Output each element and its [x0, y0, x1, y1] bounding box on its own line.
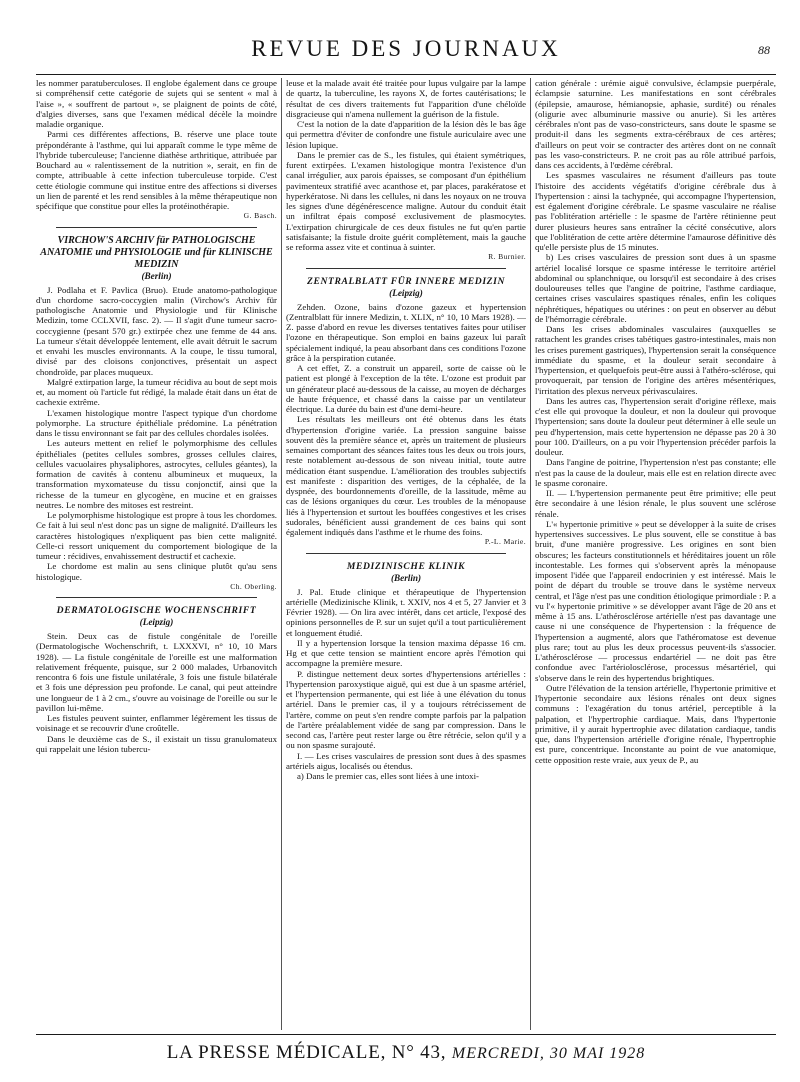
paragraph: les nommer paratuberculoses. Il englobe également dans ce groupe si compréhensif cette catégorie de sujets qui se sentent « mal à l'aise », « souffrent de partout », se plaignent de points de côté, d'algies diverses, sans que l'examen médical décèle la moindre maladie organique. [36, 78, 277, 129]
column-left [36, 78, 277, 1030]
paragraph: Les fistules peuvent suinter, enflammer légèrement les tissus de voisinage et se recouvrir d'une croûtelle. [36, 713, 277, 734]
journal-place: (Berlin) [141, 270, 172, 281]
column-middle [286, 78, 526, 1030]
journal-place: (Berlin) [390, 572, 422, 583]
page-footer [36, 1034, 776, 1064]
article-abstract: Stein. Deux cas de fistule congénitale de l'oreille (Dermatologische Wochenschrift, t. LXXXVI, n° 10, 10 Mars 1928). — La fistule congénitale de l'oreille est une malformation relativement fréquente, puisque, sur 2 000 malades, Urbanovitch rencontra 6 fois une fistule unilatérale, 3 fois une fistule bilatérale et 3 fois une dépression peu profonde. Le canal, qui peut atteindre une longueur de 1 à 2 cm., s'ouvre au voisinage de l'oreille ou sur le pavillon lui-même. [36, 631, 277, 713]
column-divider [281, 78, 282, 1030]
paragraph: Le polymorphisme histologique est propre à tous les chordomes. Ce fait à lui seul n'est donc pas un signe de malignité. D'ailleurs les caractères histologiques n'expliquent pas bien cette malignité. Celle-ci ressort uniquement du comportement biologique de la tumeur : récidives, envahissement destructif et cachexie. [36, 510, 277, 561]
author-signature: P.-L. Marie. [484, 537, 526, 547]
paragraph: Dans le deuxième cas de S., il existait un tissu granulomateux qui rappelait une lésion tubercu- [36, 733, 277, 754]
section-divider [306, 553, 506, 554]
section-divider [56, 597, 257, 598]
section-divider [306, 268, 506, 269]
text-columns [36, 78, 776, 1034]
paragraph: A cet effet, Z. a construit un appareil, sorte de caisse où le patient est plongé à l'exception de la tête. L'ozone est produit par un générateur placé au-dessous de la caisse, au moyen de décharges de haute fréquence, et chassé dans la caisse par un ventilateur électrique. La durée du bain est d'une demi-heure. [286, 363, 526, 414]
article-abstract: Zehden. Ozone, bains d'ozone gazeux et hypertension (Zentralblatt für innere Medizin, t. XLIX, n° 10, 10 Mars 1928). — Z. passe d'abord en revue les diverses tentatives faites pour utiliser l'ozone en thérapeutique. Son emploi en bains gazeux lui paraît spécialement indiqué, la peau absorbant dans ces conditions l'ozone grâce à la perspiration cutanée. [286, 301, 526, 363]
journal-place: (Leipzig) [389, 287, 423, 298]
paragraph: Les spasmes vasculaires ne résument d'ailleurs pas toute l'histoire des accidents végétatifs d'origine cérébrale dus à l'hypertension : ainsi la tachypnée, qui accompagne l'hypertension, est également d'origine cérébrale. Le spasme vasculaire ne réalise pas l'oblitération artérielle : le spasme de l'artère rétinienne peut durer plusieurs heures sans entraîner la cécité consécutive, alors que l'oblitération de cette artère détermine l'amaurose définitive dès qu'elle persiste plus de 15 minutes. [535, 170, 776, 252]
paragraph: C'est la notion de la date d'apparition de la lésion dès le bas âge qui permettra d'éviter de confondre une fistule auriculaire avec une lésion lupique. [286, 119, 526, 150]
paragraph: Le chordome est malin au sens clinique plutôt qu'au sens histologique. [36, 561, 277, 582]
paragraph: Outre l'élévation de la tension artérielle, l'hypertonie primitive et l'hypertonie secondaire aux lésions rénales ont deux signes communs : l'exagération du tonus artériel, perceptible à la palpation, et l'hypertrophie cardiaque. Mais, dans l'hypertonie primitive, il y aurait hypertrophie avec dilatation cardiaque, tandis que, dans l'hypertension artérielle d'origine rénale, l'hypertrophie est pure, concentrique. Inconstante au point de vue anatomique, cette opposition reste vraie, aux yeux de P., au [535, 682, 776, 765]
paragraph: Dans les autres cas, l'hypertension serait d'origine réflexe, mais c'est elle qui provoque la douleur, et non la douleur qui provoque l'hypertension; sans doute la douleur peut déterminer à elle seule un peu d'hypertension, mais cette hypertension ne dépasse pas 20 à 30 pour 100. D'ailleurs, on a pu voir l'hypertension précéder parfois la douleur. [535, 395, 776, 457]
paragraph: Parmi ces différentes affections, B. réserve une place toute prépondérante à l'asthme, qui lui apparaît comme le type même de l'hybride tuberculeuse; l'ancienne diathèse arthritique, attribuée par Bouchard au « ralentissement de la nutrition », serait, en fin de compte, attribuable à cette infection tuberculeuse torpide. C'est cette étiologie commune qui institue entre des affections si diverses un lien de parenté et les rend sensibles à la même thérapeutique non spécifique que constitue pour elles la protéinothérapie. [36, 129, 277, 211]
journal-place: (Leipzig) [139, 617, 174, 627]
paragraph: leuse et la malade avait été traitée pour lupus vulgaire par la lampe de quartz, la tuberculine, les rayons X, de fortes cautérisations; le résultat de ces divers traitements fut l'apparition d'une chéloïde disgracieuse qui n'amena nullement la guérison de la fistule. [286, 78, 526, 119]
page-header [36, 26, 776, 75]
section-divider [56, 227, 257, 228]
paragraph: P. distingue nettement deux sortes d'hypertensions artérielles : l'hypertension paroxystique aiguë, qui est due à un spasme artériel, et l'hypertension permanente, qui est liée à une élévation du tonus artériel. Dans le premier cas, il y a toujours rétrécissement de l'artère, comme on peut s'en rendre compte parfois par la palpation de l'artère préalablement vidée de sang par compression. Dans le second cas, l'artère peut rester large ou être rétrécie, selon qu'il y a ou non spasme surajouté. [286, 668, 526, 751]
paragraph: Dans l'angine de poitrine, l'hypertension n'est pas constante; elle n'est pas la cause de la douleur, mais elle est en relation directe avec le spasme coronaire. [535, 457, 776, 488]
paragraph: I. — Les crises vasculaires de pression sont dues à des spasmes artériels aigus, localisés ou étendus. [286, 750, 526, 771]
paragraph: a) Dans le premier cas, elles sont liées à une intoxi- [297, 771, 479, 781]
footer-journal: LA PRESSE MÉDICALE, N° 43, [166, 1042, 447, 1063]
paragraph: b) Les crises vasculaires de pression sont dues à un spasme artériel localisé lorsque ce spasme intéresse le territoire artériel abdominal ou splanchnique, ou lorsqu'il est secondaire à des crises douloureuses telles que l'angine de poitrine, l'asthme cardiaque, certaines crises vasculaires spastiques rénales, enfin les coliques néphrétiques, hépatiques ou utérines : on peut en observer au début de l'hémorragie cérébrale. [535, 252, 776, 324]
running-title: REVUE DES JOURNAUX [251, 36, 561, 61]
paragraph: cation générale : urémie aiguë convulsive, éclampsie puerpérale, éclampsie saturnine. Les manifestations en sont cérébrales (épilepsie, amaurose, hémianopsie, aphasie, surdité) ou rénales (oligurie avec albuminurie massive ou anurie). Si les artères cérébrales n'ont pas de vaso-constricteurs, sans doute le spasme se produit-il dans les segments extra-cérébraux de ces artères; d'ailleurs on peut voir se contracter des artères dont on ne connaît pas les vaso-constricteurs. P. ne croit pas au rôle attribué parfois, dans ces accidents, à l'œdème cérébral. [535, 78, 776, 170]
journal-title: DERMATOLOGISCHE WOCHENSCHRIFT [56, 605, 257, 616]
page [36, 26, 776, 1063]
paragraph: Malgré extirpation large, la tumeur récidiva au bout de sept mois et, au moment où l'article fut rédigé, la malade était dans un état de cachexie extrême. [36, 376, 277, 408]
page-number: 88 [758, 43, 770, 57]
author-signature: G. Basch. [243, 211, 277, 221]
author-signature: R. Burnier. [488, 252, 526, 262]
footer-date: MERCREDI, 30 MAI 1928 [451, 1045, 646, 1062]
footer-line [36, 1035, 776, 1064]
paragraph: L'« hypertonie primitive » peut se développer à la suite de crises hypertensives successives. Le plus souvent, elle se constitue à bas bruit, d'une manière progressive. Les origines en sont bien obscures; les facteurs constitutionnels et héréditaires jouent un rôle incontestable. Les formes qui s'observent après la ménopause imposent l'idée que l'appareil endocrinien y est intéressé. Mais le point de départ du trouble se trouve dans le système nerveux central, et l'âge n'est pas une condition étiologique primordiale : P. a vu l'« hypertonie primitive » se développer avant l'âge de 20 ans et même à 15 ans. L'athérosclérose artérielle n'est pas davantage une cause ni une conséquence de l'hypertension : la fréquence de l'hypertension a augmenté, alors que l'athéromatose est devenue plus rare; tout au plus les deux processus peuvent-ils s'associer. L'athérosclérose — processus endartériel — ne doit pas être confondue avec l'artériolosclérose, processus mésartériel, qui s'observe dans le rein des hypertendus brightiques. [535, 518, 776, 683]
journal-title: VIRCHOW'S ARCHIV für PATHOLOGISCHE ANATOMIE und PHYSIOLOGIE und für KLINISCHE MEDIZIN [40, 234, 273, 270]
article-abstract: J. Podlaha et F. Pavlica (Bruo). Etude anatomo-pathologique d'un chordome sacro-coccygien malin (Virchow's Archiv für pathologische Anatomie und Physiologie und für Klinische Medizin, tome CCLXVII, fasc. 2). — Il s'agit d'une tumeur sacro-coccygienne (pesant 570 gr.) extirpée chez une femme de 44 ans. La tumeur s'était développée lentement, elle avait détruit le sacrum et envahi les muscles environnants. A la coupe, le tissu tumoral, divisé par des cloisons conjonctives, présentait un aspect chondroïde, par places muqueux. [36, 284, 277, 377]
column-divider [530, 78, 531, 1030]
paragraph: Il y a hypertension lorsque la tension maxima dépasse 16 cm. Hg et que cette tension se maintient encore après l'émotion qui accompagne la première mesure. [286, 637, 526, 669]
paragraph: Les auteurs mettent en relief le polymorphisme des cellules épithéliales (petites cellules sombres, grosses cellules claires, cellules vacuolaires physaliphores, astrocytes, cellules géantes), la formation de cavités à contenu albumineux et muqueux, la transformation myxomateuse du tissu conjonctif, ainsi que la richesse de la tumeur en glycogène, en mucine et en graisses neutres. Le nombre des mitoses est restreint. [36, 438, 277, 510]
paragraph: L'examen histologique montre l'aspect typique d'un chordome polymorphe. La structure épithéliale prédomine. La pénétration dans le tissu environnant se fait par des cellules chordales isolées. [36, 407, 277, 438]
journal-title: MEDIZINISCHE KLINIK [346, 560, 466, 572]
paragraph: Les résultats les meilleurs ont été obtenus dans les états d'hypertension d'origine variée. La pression sanguine baisse souvent dès la première séance et, après un traitement de plusieurs semaines comportant des séances faites tous les deux ou trois jours, reste notablement au-dessous de son niveau initial, toute autre médication étant suspendue. L'amélioration des troubles subjectifs est manifeste : disparition des vertiges, de la céphalée, de la dyspnée, des bourdonnements d'oreille, de la lassitude, même au cas de lésions organiques du cœur. Les troubles de la ménopause liés à l'hypertension et surtout les bouffées congestives et les crises sudorales, bénéficient aussi grandement de ces bains qui sont également indiqués dans l'asthme et le rhume des foins. [286, 414, 526, 537]
journal-title: ZENTRALBLATT FÜR INNERE MEDIZIN [307, 275, 505, 287]
paragraph: Dans le premier cas de S., les fistules, qui étaient symétriques, furent extirpées. L'examen histologique montra l'existence d'un canal irrégulier, aux parois épaisses, se composant d'un épithélium pavimenteux stratifié avec acanthose et, par places, parakératose et hyperkératose. Ni dans les cellules, ni dans les noyaux on ne trouva les signes d'une dégénérescence maligne. Autour du conduit était un infiltrat épais composé exclusivement de plasmocytes. L'extirpation chirurgicale de ces deux fistules ne fut qu'en partie satisfaisante; la fistule droite guérit complètement, mais la gauche se reforma assez vite et continua à suinter. [286, 149, 526, 252]
paragraph: Dans les crises abdominales vasculaires (auxquelles se rattachent les grandes crises tabétiques gastro-intestinales, mais non les crises purement gastriques), l'hypertension serait la conséquence immédiate du spasme, et la douleur serait secondaire à l'hypertension, et quelquefois peut-être aussi à l'athéro-sclérose, qui provoquerait, par tension de l'origine des artères mésentériques, l'irritation des plexus nerveux périvasculaires. [535, 324, 776, 396]
column-right [535, 78, 776, 1030]
paragraph: II. — L'hypertension permanente peut être primitive; elle peut être secondaire à une lésion rénale, le plus souvent une sclérose rénale. [535, 488, 776, 519]
article-abstract: J. Pal. Etude clinique et thérapeutique de l'hypertension artérielle (Medizinische Klinik, t. XXIV, nos 4 et 5, 27 Janvier et 3 Février 1928). — On lira avec intérêt, dans cet article, l'exposé des opinions personnelles de P. sur un sujet qu'il a tout particulièrement et longuement étudié. [286, 586, 526, 638]
author-signature: Ch. Oberling. [230, 581, 277, 591]
